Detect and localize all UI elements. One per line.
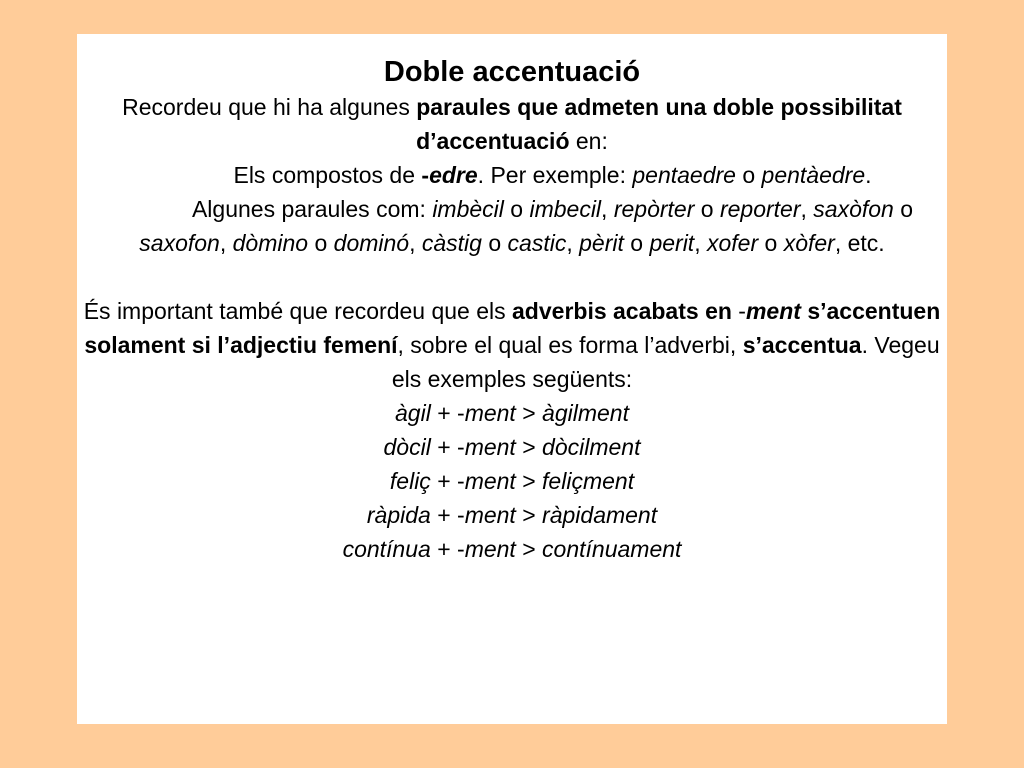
word-item: imbecil	[529, 196, 602, 222]
adverbs-bold-3: s’accentua	[742, 332, 862, 358]
compounds-bold-dash: -	[421, 162, 430, 188]
compounds-paragraph	[77, 158, 947, 192]
words-paragraph: Algunes paraules com: imbècil o imbecil, repòrter o reporter, saxòfon o saxofon, dòmino o dominó, càstig o castic, pèrit o perit, xofer o xòfer, etc.	[139, 196, 914, 256]
word-item: dòmino	[232, 230, 309, 256]
example-arrow: >	[515, 502, 543, 528]
example-line	[77, 498, 947, 532]
compounds-text-2: . Per exemple:	[477, 162, 633, 188]
adverbs-text: És important també que recordeu que els	[83, 298, 513, 324]
word-item: xofer	[706, 230, 759, 256]
word-item: saxofon	[139, 230, 220, 256]
example-adjective: contínua	[342, 536, 431, 562]
adverbs-bold-2: s’accentuen solament si l’adjectiu femení	[84, 298, 941, 358]
adverbs-bold-1: adverbis acabats en	[512, 298, 732, 324]
word-item: castic	[507, 230, 567, 256]
adverbs-paragraph	[77, 294, 947, 396]
example-arrow: >	[515, 400, 543, 426]
word-item: perit	[649, 230, 695, 256]
example-line	[77, 430, 947, 464]
adverbs-suffix: ment	[745, 298, 801, 324]
example-adjective: feliç	[389, 468, 431, 494]
compounds-period: .	[865, 162, 872, 188]
example-line	[77, 532, 947, 566]
example-suffix: ment	[464, 536, 516, 562]
word-item: pèrit	[579, 230, 624, 256]
word-item: reporter	[719, 196, 801, 222]
compounds-suffix: edre	[429, 162, 478, 188]
example-adjective: ràpida	[366, 502, 431, 528]
example-plus: + -	[430, 468, 465, 494]
slide-content	[77, 34, 947, 566]
example-plus: + -	[430, 400, 465, 426]
slide-panel	[77, 34, 947, 724]
word-item: xòfer	[783, 230, 835, 256]
words-text: Algunes paraules com:	[191, 196, 433, 222]
example-suffix: ment	[464, 400, 516, 426]
example-plus: + -	[430, 536, 465, 562]
example-result: dòcilment	[542, 434, 641, 460]
example-plus: + -	[430, 502, 465, 528]
word-item: càstig	[421, 230, 482, 256]
word-item: dominó	[333, 230, 410, 256]
example-result: contínuament	[542, 536, 682, 562]
word-item: imbècil	[432, 196, 504, 222]
example-adjective: dòcil	[383, 434, 431, 460]
example-plus: + -	[430, 434, 465, 460]
adverbs-dash: -	[731, 298, 746, 324]
example-suffix: ment	[464, 468, 516, 494]
intro-bold: paraules que admeten una doble possibilitat d’accentuació	[416, 94, 902, 154]
example-result: ràpidament	[542, 502, 658, 528]
intro-paragraph	[77, 90, 947, 158]
example-adjective: àgil	[395, 400, 431, 426]
adverbs-text-2: , sobre el qual es forma l’adverbi,	[397, 332, 743, 358]
word-item: saxòfon	[813, 196, 894, 222]
compounds-example-1: pentaedre	[632, 162, 736, 188]
intro-text-end: en:	[569, 128, 608, 154]
example-arrow: >	[515, 536, 543, 562]
example-line	[77, 464, 947, 498]
example-suffix: ment	[464, 502, 516, 528]
word-item: repòrter	[613, 196, 695, 222]
example-result: àgilment	[542, 400, 629, 426]
blank-line	[77, 260, 947, 294]
adverbs-text-3: . Vegeu els exemples següents:	[391, 332, 940, 392]
compounds-or: o	[735, 162, 762, 188]
example-line	[77, 396, 947, 430]
compounds-example-2: pentàedre	[761, 162, 866, 188]
compounds-text: Els compostos de	[233, 162, 422, 188]
example-suffix: ment	[464, 434, 516, 460]
intro-text: Recordeu que hi ha algunes	[122, 94, 417, 120]
example-arrow: >	[515, 434, 543, 460]
example-result: feliçment	[542, 468, 635, 494]
example-arrow: >	[515, 468, 543, 494]
slide-title: Doble accentuació	[383, 56, 641, 88]
